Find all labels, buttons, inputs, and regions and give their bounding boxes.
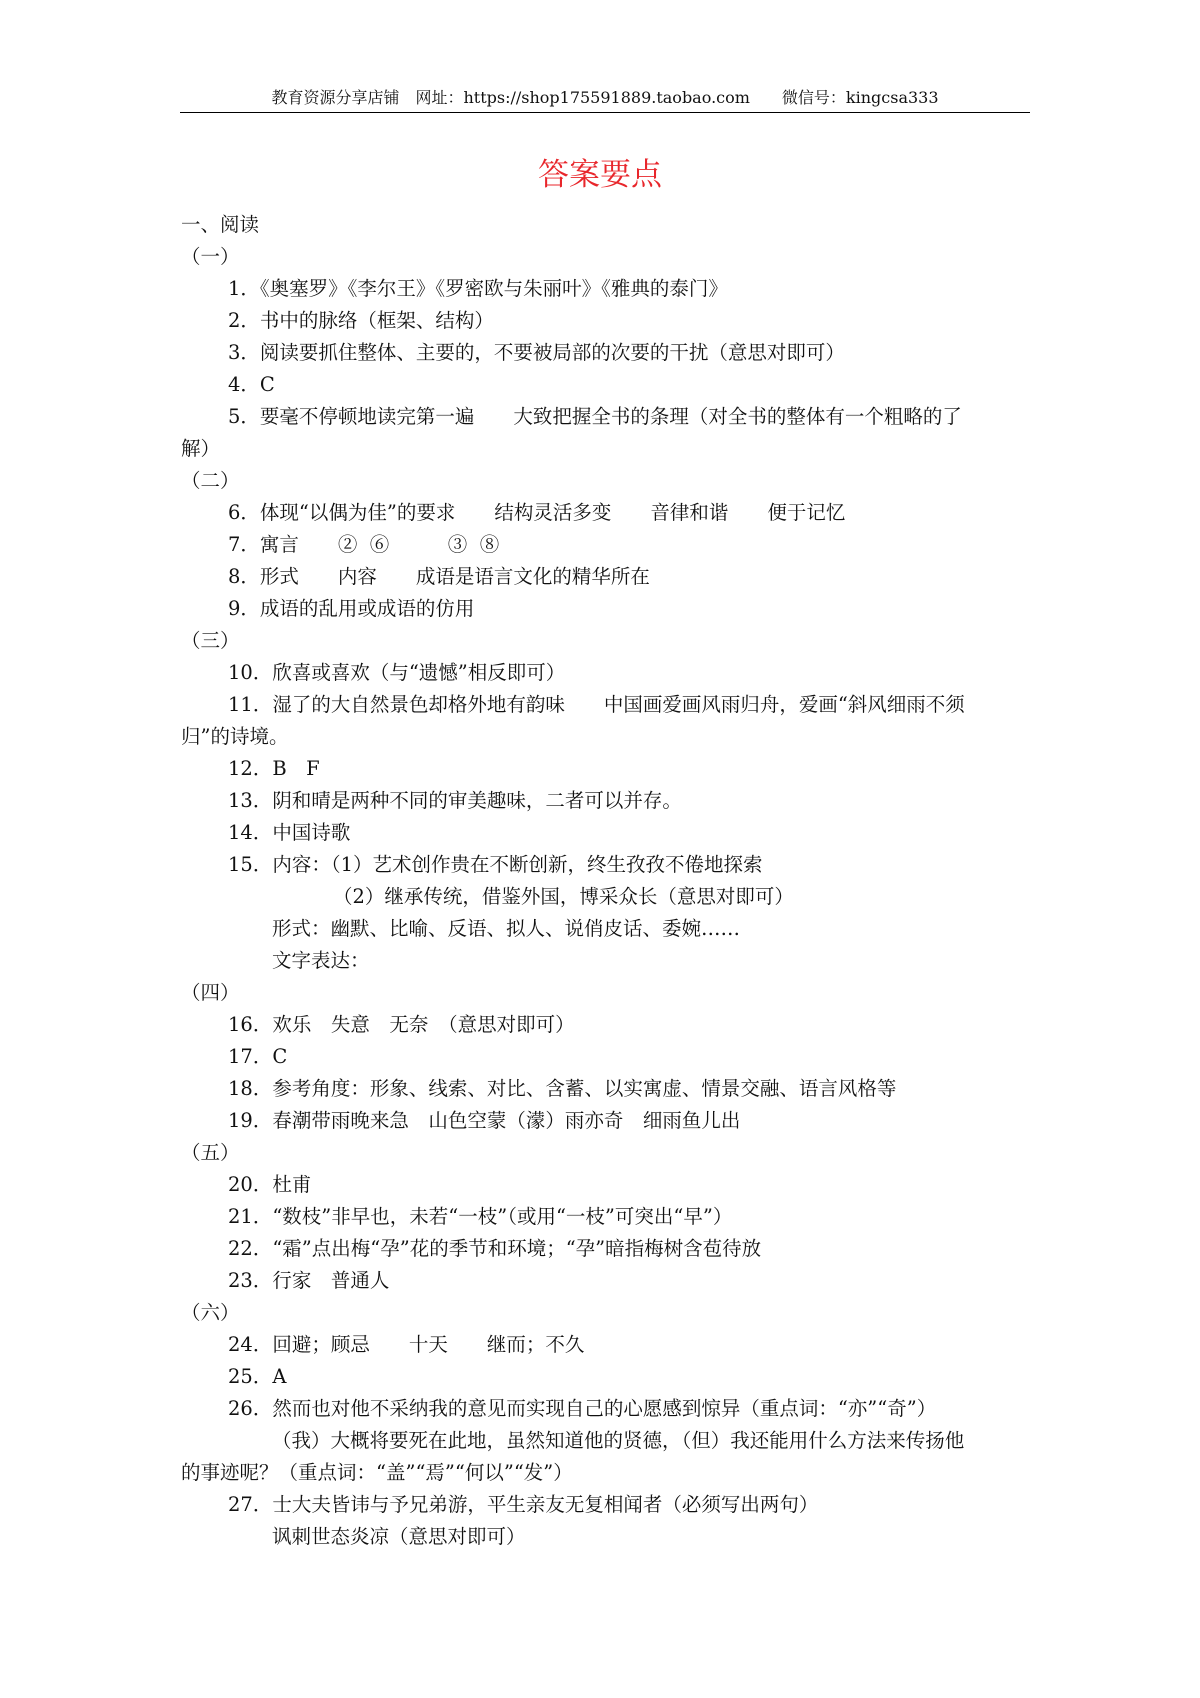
answer-line: 6．体现“以偶为佳”的要求 结构灵活多变 音律和谐 便于记忆 bbox=[228, 501, 846, 524]
answer-line: 11．湿了的大自然景色却格外地有韵味 中国画爱画风雨归舟，爱画“斜风细雨不须 bbox=[228, 693, 965, 716]
answer-line: 15．内容：（1）艺术创作贵在不断创新，终生孜孜不倦地探索 bbox=[228, 853, 763, 876]
section-heading: 一、阅读 bbox=[181, 213, 260, 236]
answer-line: （2）继承传统，借鉴外国，博采众长（意思对即可） bbox=[333, 885, 794, 908]
header-rule bbox=[180, 112, 1030, 113]
answer-line: 7．寓言 ② ⑥ ③ ⑧ bbox=[228, 533, 500, 556]
answer-line: 17．C bbox=[228, 1045, 288, 1068]
answer-line: （一） bbox=[181, 245, 240, 268]
answer-line: 1．《奥塞罗》《李尔王》《罗密欧与朱丽叶》《雅典的泰门》 bbox=[228, 277, 728, 300]
answer-line: 14．中国诗歌 bbox=[228, 821, 351, 844]
answer-line: 18．参考角度：形象、线索、对比、含蓄、以实寓虚、情景交融、语言风格等 bbox=[228, 1077, 897, 1100]
answer-line: 19．春潮带雨晚来急 山色空蒙（濛）雨亦奇 细雨鱼儿出 bbox=[228, 1109, 741, 1132]
answer-line: 16．欢乐 失意 无奈 （意思对即可） bbox=[228, 1013, 575, 1036]
answer-line: （三） bbox=[181, 629, 240, 652]
answer-line: 的事迹呢？（重点词：“盖”“焉”“何以”“发”） bbox=[181, 1461, 573, 1484]
answer-line: （六） bbox=[181, 1301, 240, 1324]
answer-line: （四） bbox=[181, 981, 240, 1004]
answer-line: 13．阴和晴是两种不同的审美趣味，二者可以并存。 bbox=[228, 789, 682, 812]
answer-line: 27．士大夫皆讳与予兄弟游，平生亲友无复相闻者（必须写出两句） bbox=[228, 1493, 819, 1516]
answer-line: 26．然而也对他不采纳我的意见而实现自己的心愿感到惊异（重点词：“亦”“奇”） bbox=[228, 1397, 937, 1420]
answer-line: （我）大概将要死在此地，虽然知道他的贤德，（但）我还能用什么方法来传扬他 bbox=[272, 1429, 965, 1452]
page-header: 教育资源分享店铺 网址：https://shop175591889.taobao.com 微信号：kingcsa333 bbox=[271, 88, 939, 107]
answer-line: 形式：幽默、比喻、反语、拟人、说俏皮话、委婉…… bbox=[272, 917, 741, 940]
answer-line: 10．欣喜或喜欢（与“遗憾”相反即可） bbox=[228, 661, 566, 684]
answer-line: 文字表达： bbox=[272, 949, 370, 972]
answer-line: 22．“霜”点出梅“孕”花的季节和环境；“孕”暗指梅树含苞待放 bbox=[228, 1237, 762, 1260]
answer-line: 9．成语的乱用或成语的仿用 bbox=[228, 597, 475, 620]
answer-line: （五） bbox=[181, 1141, 240, 1164]
answer-line: 讽刺世态炎凉（意思对即可） bbox=[272, 1525, 526, 1548]
answer-line: 8．形式 内容 成语是语言文化的精华所在 bbox=[228, 565, 650, 588]
answer-line: （二） bbox=[181, 469, 240, 492]
answer-line: 25．A bbox=[228, 1365, 287, 1388]
answer-line: 归”的诗境。 bbox=[181, 725, 289, 748]
answer-line: 解） bbox=[181, 437, 221, 460]
answer-line: 24．回避；顾忌 十天 继而；不久 bbox=[228, 1333, 585, 1356]
answer-line: 4．C bbox=[228, 373, 275, 396]
answer-line: 21．“数枝”非早也，未若“一枝”（或用“一枝”可突出“早”） bbox=[228, 1205, 733, 1228]
answer-line: 23．行家 普通人 bbox=[228, 1269, 390, 1292]
answer-line: 3．阅读要抓住整体、主要的，不要被局部的次要的干扰（意思对即可） bbox=[228, 341, 845, 364]
document-title: 答案要点 bbox=[538, 157, 662, 193]
answer-line: 20．杜甫 bbox=[228, 1173, 312, 1196]
answer-line: 12．B F bbox=[228, 757, 320, 780]
answer-line: 2．书中的脉络（框架、结构） bbox=[228, 309, 494, 332]
answer-line: 5．要毫不停顿地读完第一遍 大致把握全书的条理（对全书的整体有一个粗略的了 bbox=[228, 405, 962, 428]
